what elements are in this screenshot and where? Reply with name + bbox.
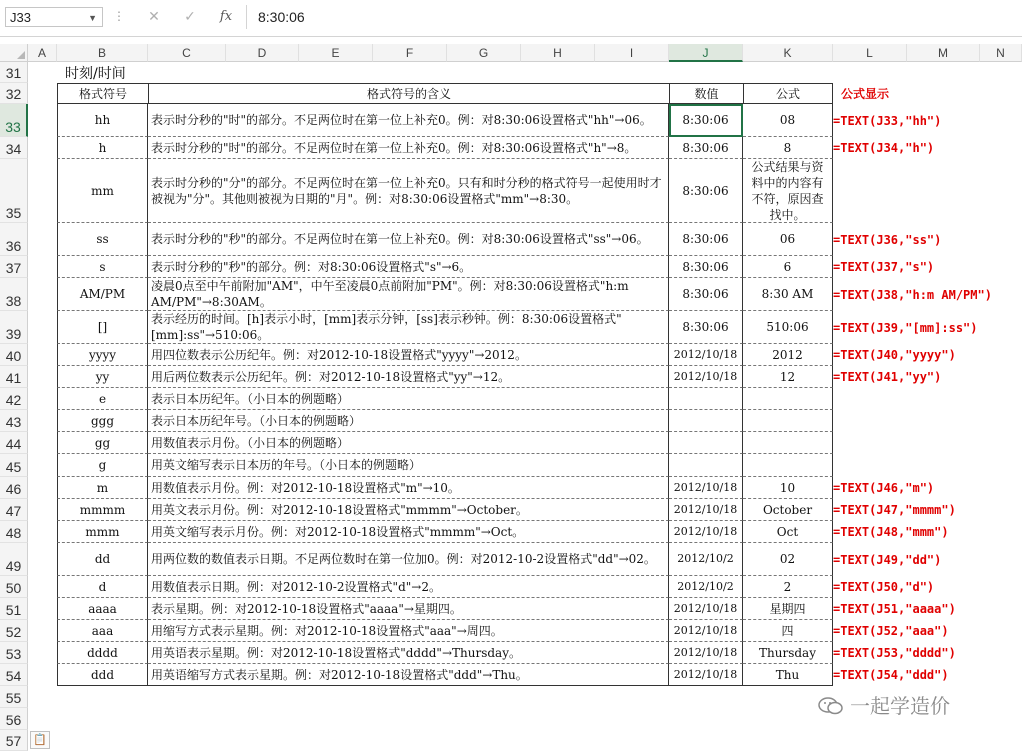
format-code-cell[interactable]: aaa bbox=[57, 620, 148, 642]
format-code-cell[interactable]: dddd bbox=[57, 642, 148, 664]
column-header-c[interactable]: C bbox=[148, 44, 226, 62]
row-number: 53 bbox=[5, 646, 22, 662]
format-code-cell[interactable]: aaaa bbox=[57, 598, 148, 620]
meaning-cell[interactable]: 用四位数表示公历纪年。例：对2012-10-18设置格式"yyyy"→2012。 bbox=[148, 344, 669, 366]
format-code-cell[interactable]: ss bbox=[57, 223, 148, 256]
meaning-cell[interactable]: 用数值表示月份。例：对2012-10-18设置格式"m"→10。 bbox=[148, 477, 669, 499]
row-number: 36 bbox=[5, 238, 22, 254]
formula-text-cell[interactable]: =TEXT(J47,"mmmm") bbox=[833, 503, 956, 517]
row-header-36[interactable] bbox=[0, 223, 28, 256]
format-code-cell[interactable]: mmmm bbox=[57, 499, 148, 521]
row-number: 43 bbox=[5, 414, 22, 430]
row-number: 46 bbox=[5, 481, 22, 497]
row-number: 44 bbox=[5, 436, 22, 452]
meaning-cell[interactable]: 表示时分秒的"秒"的部分。例：对8:30:06设置格式"s"→6。 bbox=[148, 256, 669, 278]
row-number: 57 bbox=[5, 733, 22, 749]
enter-icon[interactable]: ✓ bbox=[184, 9, 196, 25]
value-cell[interactable]: 8:30:06 bbox=[669, 159, 743, 223]
row-header-32[interactable] bbox=[0, 83, 28, 104]
formula-result-cell[interactable]: October bbox=[743, 499, 833, 521]
row-number: 40 bbox=[5, 348, 22, 364]
row-number: 45 bbox=[5, 459, 22, 475]
name-box-value: J33 bbox=[10, 10, 31, 25]
formula-result-cell[interactable]: 510:06 bbox=[743, 311, 833, 344]
header-meaning[interactable]: 格式符号的含义 bbox=[148, 83, 670, 104]
formula-text-cell[interactable]: =TEXT(J33,"hh") bbox=[833, 113, 942, 128]
formula-result-cell[interactable]: Oct bbox=[743, 521, 833, 543]
row-number: 33 bbox=[5, 119, 21, 135]
format-code-cell[interactable]: s bbox=[57, 256, 148, 278]
value-cell[interactable]: 8:30:06 bbox=[669, 278, 743, 311]
formula-result-cell[interactable]: 公式结果与资料中的内容有不符，原因查找中。 bbox=[743, 159, 833, 223]
formula-text-cell[interactable]: =TEXT(J40,"yyyy") bbox=[833, 348, 956, 362]
row-number: 39 bbox=[5, 326, 22, 342]
value-cell[interactable]: 2012/10/18 bbox=[669, 499, 743, 521]
row-number: 50 bbox=[5, 580, 22, 596]
cancel-icon[interactable]: ✕ bbox=[148, 9, 160, 25]
formula-text-cell[interactable]: =TEXT(J37,"s") bbox=[833, 260, 935, 274]
value-cell[interactable]: 8:30:06 bbox=[669, 311, 743, 344]
row-number: 56 bbox=[5, 712, 22, 728]
format-code-cell[interactable]: AM/PM bbox=[57, 278, 148, 311]
row-number: 35 bbox=[5, 205, 22, 221]
meaning-cell[interactable]: 用数值表示日期。例：对2012-10-2设置格式"d"→2。 bbox=[148, 576, 669, 598]
formula-result-cell[interactable]: 2012 bbox=[743, 344, 833, 366]
formula-result-cell[interactable]: 12 bbox=[743, 366, 833, 388]
formula-text-cell[interactable]: =TEXT(J36,"ss") bbox=[833, 232, 942, 247]
row-number: 48 bbox=[5, 525, 22, 541]
column-header-g[interactable]: G bbox=[447, 44, 521, 62]
row-header-31[interactable] bbox=[0, 62, 28, 83]
row-header-35[interactable] bbox=[0, 159, 28, 223]
row-header-40[interactable] bbox=[0, 344, 28, 366]
value-cell[interactable]: 2012/10/18 bbox=[669, 477, 743, 499]
meaning-cell[interactable]: 用两位数的数值表示日期。不足两位数时在第一位加0。例：对2012-10-2设置格式"dd"→02。 bbox=[148, 543, 669, 576]
row-header-42[interactable] bbox=[0, 388, 28, 410]
meaning-cell[interactable]: 表示时分秒的"时"的部分。不足两位时在第一位上补充0。例：对8:30:06设置格式"h"→8。 bbox=[148, 137, 669, 159]
value-cell[interactable] bbox=[669, 410, 743, 432]
format-code-cell[interactable]: mm bbox=[57, 159, 148, 223]
formula-result-cell[interactable]: 四 bbox=[743, 620, 833, 642]
name-box[interactable] bbox=[5, 7, 103, 27]
formula-text-cell[interactable]: =TEXT(J34,"h") bbox=[833, 141, 935, 155]
formula-bar bbox=[0, 0, 1022, 37]
row-header-52[interactable] bbox=[0, 620, 28, 642]
formula-text-cell[interactable]: =TEXT(J54,"ddd") bbox=[833, 668, 949, 682]
column-header-i[interactable]: I bbox=[595, 44, 669, 62]
row-header-54[interactable] bbox=[0, 664, 28, 686]
value-cell[interactable]: 8:30:06 bbox=[669, 256, 743, 278]
header-formula[interactable]: 公式 bbox=[743, 83, 833, 104]
watermark-text: 一起学造价 bbox=[850, 694, 950, 718]
row-number: 31 bbox=[5, 65, 22, 81]
header-format-code[interactable]: 格式符号 bbox=[57, 83, 149, 104]
row-number: 54 bbox=[5, 668, 22, 684]
row-header-34[interactable] bbox=[0, 137, 28, 159]
worksheet-grid bbox=[28, 62, 1022, 751]
column-header-h[interactable]: H bbox=[521, 44, 595, 62]
value-cell[interactable] bbox=[669, 432, 743, 454]
formula-text-cell[interactable]: =TEXT(J48,"mmm") bbox=[833, 525, 949, 539]
meaning-cell[interactable]: 用缩写方式表示星期。例：对2012-10-18设置格式"aaa"→周四。 bbox=[148, 620, 669, 642]
formula-text-cell[interactable]: =TEXT(J46,"m") bbox=[833, 481, 935, 495]
row-number: 32 bbox=[5, 86, 22, 102]
meaning-cell[interactable]: 用数值表示月份。（小日本的例题略） bbox=[148, 432, 669, 454]
format-code-cell[interactable]: yy bbox=[57, 366, 148, 388]
formula-input[interactable]: 8:30:06 bbox=[258, 9, 305, 25]
format-code-cell[interactable]: yyyy bbox=[57, 344, 148, 366]
value-cell[interactable]: 2012/10/18 bbox=[669, 366, 743, 388]
meaning-cell[interactable]: 表示时分秒的"时"的部分。不足两位时在第一位上补充0。例：对8:30:06设置格式"hh"→06。 bbox=[148, 104, 669, 137]
formula-text-cell[interactable]: =TEXT(J51,"aaaa") bbox=[833, 602, 956, 616]
row-header-47[interactable] bbox=[0, 499, 28, 521]
row-header-55[interactable] bbox=[0, 686, 28, 708]
row-number: 51 bbox=[5, 602, 22, 618]
insert-function-button[interactable]: fx bbox=[219, 9, 233, 24]
format-code-cell[interactable]: mmm bbox=[57, 521, 148, 543]
value-cell[interactable]: 8:30:06 bbox=[669, 137, 743, 159]
row-number: 38 bbox=[5, 293, 22, 309]
row-header-56[interactable] bbox=[0, 708, 28, 730]
formula-result-cell[interactable] bbox=[743, 410, 833, 432]
column-header-b[interactable]: B bbox=[57, 44, 148, 62]
format-code-cell[interactable]: ddd bbox=[57, 664, 148, 686]
formula-result-cell[interactable]: Thu bbox=[743, 664, 833, 686]
value-cell[interactable]: 2012/10/2 bbox=[669, 543, 743, 576]
formula-text-cell[interactable]: =TEXT(J38,"h:m AM/PM") bbox=[833, 287, 992, 302]
column-header-d[interactable]: D bbox=[226, 44, 299, 62]
row-number: 52 bbox=[5, 624, 22, 640]
row-number: 41 bbox=[5, 370, 22, 386]
row-number: 49 bbox=[5, 558, 22, 574]
value-cell[interactable]: 2012/10/2 bbox=[669, 576, 743, 598]
formula-bar-divider bbox=[246, 5, 247, 29]
row-number: 34 bbox=[5, 141, 22, 157]
chevron-down-icon[interactable]: ▼ bbox=[88, 13, 97, 23]
format-code-cell[interactable]: gg bbox=[57, 432, 148, 454]
formula-text-cell[interactable]: =TEXT(J39,"[mm]:ss") bbox=[833, 320, 978, 335]
more-options-icon[interactable]: ⋮ bbox=[113, 9, 125, 23]
value-cell[interactable]: 2012/10/18 bbox=[669, 664, 743, 686]
value-cell[interactable]: 2012/10/18 bbox=[669, 642, 743, 664]
value-cell[interactable]: 2012/10/18 bbox=[669, 598, 743, 620]
formula-text-cell[interactable]: =TEXT(J49,"dd") bbox=[833, 552, 942, 567]
header-value[interactable]: 数值 bbox=[669, 83, 744, 104]
row-header-48[interactable] bbox=[0, 521, 28, 543]
meaning-cell[interactable]: 表示经历的时间。[h]表示小时，[mm]表示分钟，[ss]表示秒钟。例：8:30:06设置格式"[mm]:ss"→510:06。 bbox=[148, 311, 669, 344]
row-header-37[interactable] bbox=[0, 256, 28, 278]
row-header-46[interactable] bbox=[0, 477, 28, 499]
row-number: 55 bbox=[5, 690, 22, 706]
meaning-cell[interactable]: 表示时分秒的"分"的部分。不足两位时在第一位上补充0。只有和时分秒的格式符号一起使用时才被视为"分"。其他则被视为日期的"月"。例：对8:30:06设置格式"mm"→8:30。 bbox=[148, 159, 669, 223]
formula-result-cell[interactable] bbox=[743, 432, 833, 454]
value-cell[interactable]: 2012/10/18 bbox=[669, 344, 743, 366]
header-formula-display[interactable]: 公式显示 bbox=[841, 86, 890, 101]
row-header-45[interactable] bbox=[0, 454, 28, 477]
column-header-j[interactable]: J bbox=[669, 44, 743, 62]
value-cell[interactable] bbox=[669, 388, 743, 410]
watermark bbox=[818, 690, 950, 719]
value-cell[interactable]: 8:30:06 bbox=[669, 104, 743, 137]
meaning-cell[interactable]: 表示星期。例：对2012-10-18设置格式"aaaa"→星期四。 bbox=[148, 598, 669, 620]
column-header-a[interactable]: A bbox=[28, 44, 57, 62]
wechat-icon bbox=[818, 696, 844, 714]
formula-text-cell[interactable]: =TEXT(J50,"d") bbox=[833, 580, 935, 594]
formula-result-cell[interactable]: 10 bbox=[743, 477, 833, 499]
formula-text-cell[interactable]: =TEXT(J52,"aaa") bbox=[833, 624, 949, 638]
format-code-cell[interactable]: ggg bbox=[57, 410, 148, 432]
format-code-cell[interactable]: [] bbox=[57, 311, 148, 344]
meaning-cell[interactable]: 表示日本历纪年。（小日本的例题略） bbox=[148, 388, 669, 410]
row-header-50[interactable] bbox=[0, 576, 28, 598]
formula-result-cell[interactable] bbox=[743, 454, 833, 477]
format-code-cell[interactable]: h bbox=[57, 137, 148, 159]
meaning-cell[interactable]: 用英文缩写表示日本历的年号。（小日本的例题略） bbox=[148, 454, 669, 477]
meaning-cell[interactable]: 用英文表示月份。例：对2012-10-18设置格式"mmmm"→October。 bbox=[148, 499, 669, 521]
row-header-57[interactable] bbox=[0, 730, 28, 751]
row-number: 47 bbox=[5, 503, 22, 519]
value-cell[interactable]: 8:30:06 bbox=[669, 223, 743, 256]
column-header-m[interactable]: M bbox=[907, 44, 980, 62]
meaning-cell[interactable]: 表示日本历纪年号。（小日本的例题略） bbox=[148, 410, 669, 432]
row-number: 37 bbox=[5, 260, 22, 276]
formula-result-cell[interactable]: 06 bbox=[743, 223, 833, 256]
column-header-e[interactable]: E bbox=[299, 44, 373, 62]
meaning-cell[interactable]: 用后两位数表示公历纪年。例：对2012-10-18设置格式"yy"→12。 bbox=[148, 366, 669, 388]
row-header-43[interactable] bbox=[0, 410, 28, 432]
format-code-cell[interactable]: hh bbox=[57, 104, 148, 137]
section-title[interactable]: 时刻/时间 bbox=[65, 66, 126, 82]
meaning-cell[interactable]: 用英语表示星期。例：对2012-10-18设置格式"dddd"→Thursday。 bbox=[148, 642, 669, 664]
meaning-cell[interactable]: 表示时分秒的"秒"的部分。不足两位时在第一位上补充0。例：对8:30:06设置格式"ss"→06。 bbox=[148, 223, 669, 256]
meaning-cell[interactable]: 凌晨0点至中午前附加"AM"，中午至凌晨0点前附加"PM"。例：对8:30:06设置格式"h:m AM/PM"→8:30AM。 bbox=[148, 278, 669, 311]
formula-text-cell[interactable]: =TEXT(J53,"dddd") bbox=[833, 646, 956, 660]
format-code-cell[interactable]: e bbox=[57, 388, 148, 410]
value-cell[interactable] bbox=[669, 454, 743, 477]
formula-result-cell[interactable]: 6 bbox=[743, 256, 833, 278]
meaning-cell[interactable]: 用英文缩写表示月份。例：对2012-10-18设置格式"mmmm"→Oct。 bbox=[148, 521, 669, 543]
row-header-33[interactable] bbox=[0, 104, 28, 137]
select-all-button[interactable] bbox=[0, 44, 28, 62]
row-header-44[interactable] bbox=[0, 432, 28, 454]
row-number: 42 bbox=[5, 392, 22, 408]
row-header-39[interactable] bbox=[0, 311, 28, 344]
formula-result-cell[interactable]: 8 bbox=[743, 137, 833, 159]
value-cell[interactable]: 2012/10/18 bbox=[669, 620, 743, 642]
formula-result-cell[interactable]: 02 bbox=[743, 543, 833, 576]
row-header-53[interactable] bbox=[0, 642, 28, 664]
formula-result-cell[interactable]: 08 bbox=[743, 104, 833, 137]
formula-result-cell[interactable] bbox=[743, 388, 833, 410]
paste-options-icon[interactable]: 📋 bbox=[30, 731, 50, 749]
column-header-k[interactable]: K bbox=[743, 44, 833, 62]
row-header-49[interactable] bbox=[0, 543, 28, 576]
column-header-n[interactable]: N bbox=[980, 44, 1022, 62]
format-code-cell[interactable]: g bbox=[57, 454, 148, 477]
formula-result-cell[interactable]: 8:30 AM bbox=[743, 278, 833, 311]
meaning-cell[interactable]: 用英语缩写方式表示星期。例：对2012-10-18设置格式"ddd"→Thu。 bbox=[148, 664, 669, 686]
row-header-51[interactable] bbox=[0, 598, 28, 620]
format-code-cell[interactable]: dd bbox=[57, 543, 148, 576]
row-header-38[interactable] bbox=[0, 278, 28, 311]
formula-result-cell[interactable]: 2 bbox=[743, 576, 833, 598]
format-code-cell[interactable]: d bbox=[57, 576, 148, 598]
formula-result-cell[interactable]: 星期四 bbox=[743, 598, 833, 620]
value-cell[interactable]: 2012/10/18 bbox=[669, 521, 743, 543]
column-header-f[interactable]: F bbox=[373, 44, 447, 62]
formula-text-cell[interactable]: =TEXT(J41,"yy") bbox=[833, 370, 942, 384]
row-header-41[interactable] bbox=[0, 366, 28, 388]
formula-result-cell[interactable]: Thursday bbox=[743, 642, 833, 664]
column-header-l[interactable]: L bbox=[833, 44, 907, 62]
format-code-cell[interactable]: m bbox=[57, 477, 148, 499]
